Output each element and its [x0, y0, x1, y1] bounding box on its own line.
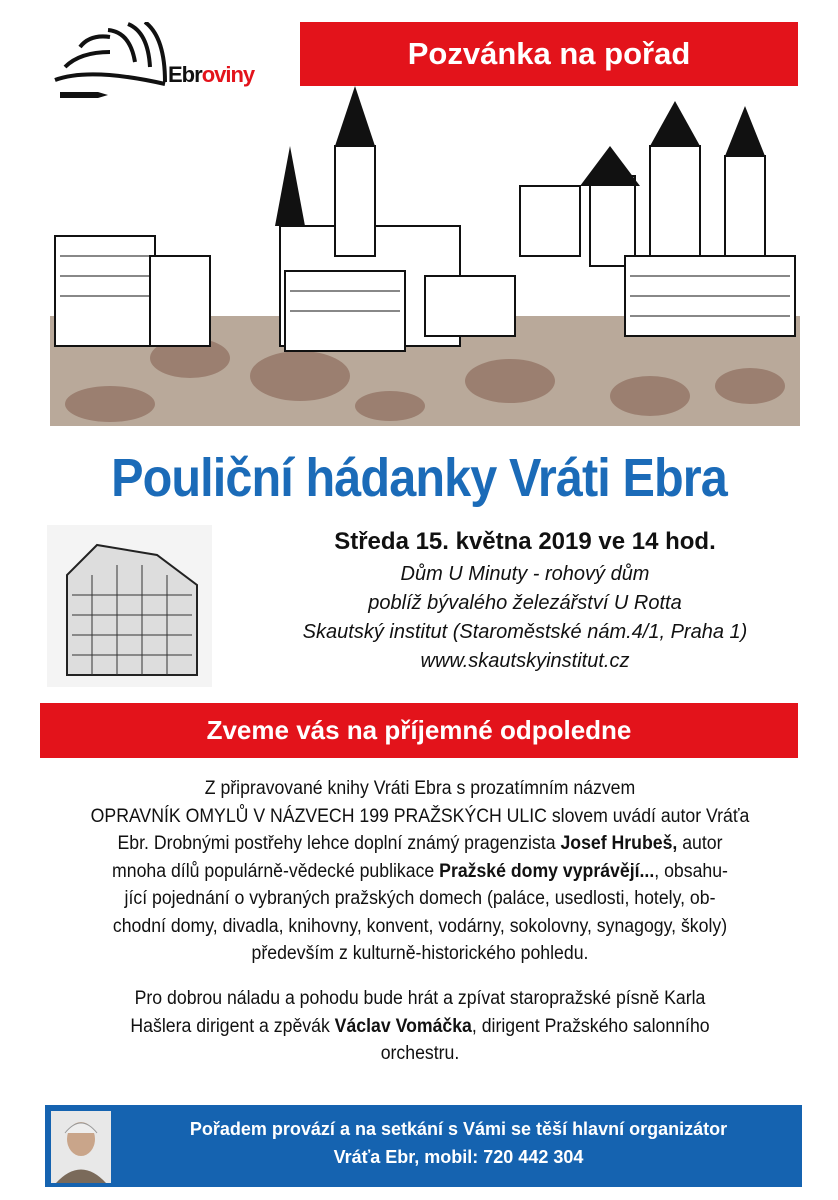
text-line [67, 830, 774, 858]
website-link[interactable]: www.skautskyinstitut.cz [420, 650, 630, 672]
text-segment: Ebr. Drobnými postřehy lehce doplní známý pragenzista [117, 833, 561, 854]
text-line [67, 940, 774, 968]
dum-u-minuty-drawing [47, 525, 212, 687]
bold-text: Václav Vomáčka [334, 1015, 472, 1037]
bold-text: Josef Hrubeš, [560, 833, 678, 854]
prague-skyline-illustration [50, 86, 800, 426]
text-segment: Hašlera dirigent a zpěvák [130, 1015, 335, 1037]
text-line [67, 1013, 774, 1041]
text-segment: orchestru. [380, 1043, 460, 1064]
text-line [67, 913, 774, 941]
text-segment: mnoha dílů populárně-vědecké publikace [112, 860, 440, 882]
text-segment: , dirigent Pražského salonního [471, 1015, 710, 1037]
text-segment: chodní domy, divadla, knihovny, konvent, vodárny, sokolovny, synagogy, školy) [112, 915, 728, 937]
text-segment: OPRAVNÍK OMYLŮ V NÁZVECH 199 PRAŽSKÝCH ULIC slovem uvádí autor Vráťa [90, 805, 750, 827]
organizer-contact: Vráťa Ebr, mobil: 720 442 304 [333, 1147, 584, 1167]
venue-address: Skautský institut (Staroměstské nám.4/1, Praha 1) [302, 621, 748, 643]
text-line [67, 1040, 774, 1068]
text-line [67, 985, 774, 1013]
text-segment: autor [677, 833, 723, 854]
organizer-line: Pořadem provází a na setkání s Vámi se těší hlavní organizátor [189, 1119, 728, 1139]
event-title: Pouliční hádanky Vráti Ebra [111, 448, 727, 508]
venue-line: Dům U Minuty - rohový dům [400, 563, 650, 585]
text-segment: Pro dobrou náladu a pohodu bude hrát a zpívat staropražské písně Karla [134, 988, 706, 1009]
music-paragraph [67, 985, 774, 1068]
text-segment: , obsahu- [654, 860, 728, 882]
organizer-footer [45, 1105, 802, 1187]
organizer-photo [51, 1111, 111, 1183]
text-segment: především z kulturně-historického pohledu. [251, 943, 589, 964]
description-paragraph [67, 775, 774, 968]
invitation-banner: Zveme vás na příjemné odpoledne [40, 703, 798, 758]
text-line [67, 885, 774, 913]
text-line [67, 775, 774, 803]
text-segment: Z připravované knihy Vráti Ebra s prozatímním názvem [204, 778, 636, 799]
event-info [230, 528, 820, 676]
text-line [67, 803, 774, 831]
event-date: Středa 15. května 2019 ve 14 hod. [334, 528, 716, 555]
venue-line: poblíž bývalého železářství U Rotta [368, 592, 682, 614]
bold-text: Pražské domy vyprávějí... [439, 860, 655, 882]
text-segment: jící pojednání o vybraných pražských domech (paláce, usedlosti, hotely, ob- [124, 888, 716, 909]
logo-text: Ebroviny [168, 62, 255, 87]
invitation-header: Pozvánka na pořad [300, 22, 798, 86]
text-line [67, 858, 774, 886]
